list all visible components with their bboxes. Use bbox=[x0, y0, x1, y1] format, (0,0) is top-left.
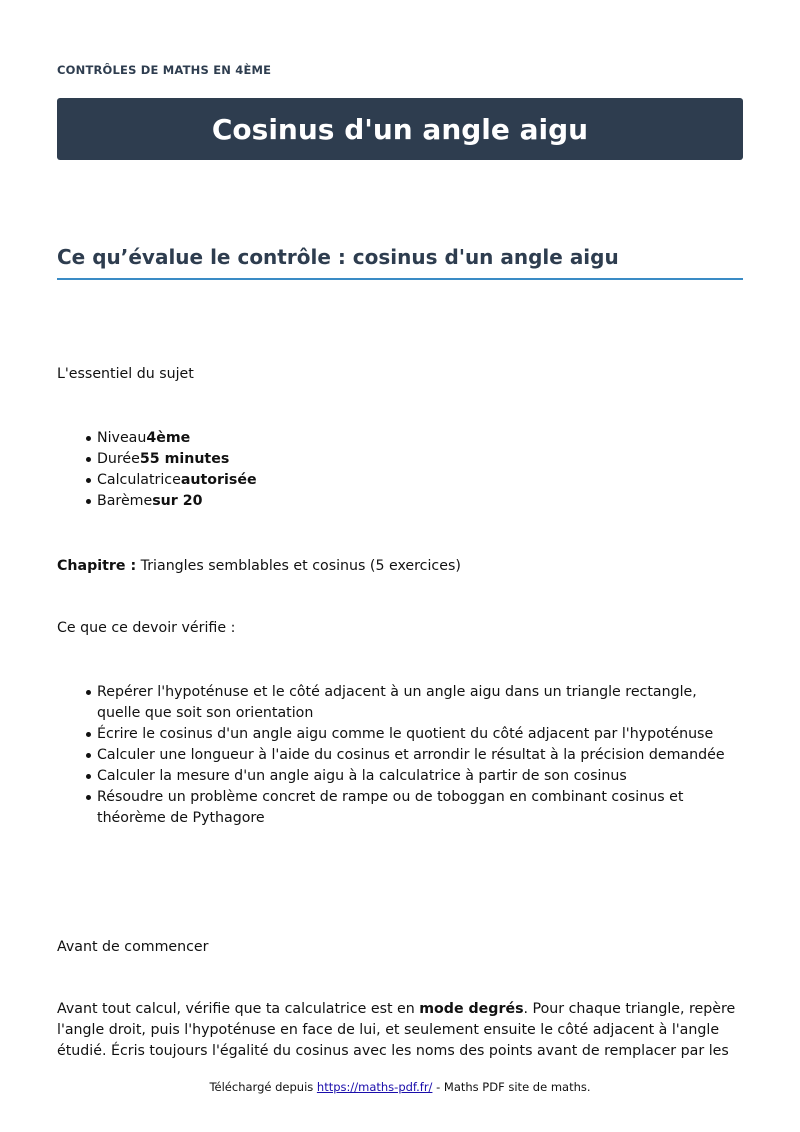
essentials-intro: L'essentiel du sujet bbox=[57, 366, 194, 382]
item-value: 55 minutes bbox=[139, 451, 230, 467]
item-label: Calculatrice bbox=[97, 472, 181, 488]
list-item bbox=[97, 428, 257, 449]
item-label: Barème bbox=[97, 493, 153, 509]
chapter-value: Triangles semblables et cosinus (5 exercices) bbox=[140, 558, 461, 574]
chapter-label: Chapitre : bbox=[57, 558, 137, 574]
item-value: sur 20 bbox=[152, 493, 203, 509]
paragraph-start: Avant tout calcul, vérifie que ta calculatrice est en bbox=[57, 1001, 420, 1017]
list-item: Résoudre un problème concret de rampe ou de toboggan en combinant cosinus et théorème de Pythagore bbox=[97, 787, 737, 829]
item-label: Durée bbox=[97, 451, 140, 467]
paragraph-end: . Pour chaque triangle, repère l'angle droit, puis l'hypoténuse en face de lui, et seulement ensuite le côté adjacent à l'angle étudié. Écris toujours l'égalité du cosinus avec les noms des points avant de remplacer par les bbox=[57, 1001, 736, 1059]
title-banner bbox=[57, 98, 743, 160]
item-label: Niveau bbox=[97, 430, 147, 446]
paragraph-bold: mode degrés bbox=[419, 1001, 524, 1017]
footer-suffix: - Maths PDF site de maths. bbox=[432, 1080, 591, 1094]
item-value: autorisée bbox=[180, 472, 257, 488]
document-kicker: CONTRÔLES DE MATHS EN 4ÈME bbox=[57, 63, 272, 77]
before-heading: Avant de commencer bbox=[57, 939, 209, 955]
section-heading bbox=[57, 245, 743, 280]
list-item: Calculer la mesure d'un angle aigu à la calculatrice à partir de son cosinus bbox=[97, 766, 737, 787]
before-paragraph bbox=[57, 999, 743, 1062]
list-item: Écrire le cosinus d'un angle aigu comme le quotient du côté adjacent par l'hypoténuse bbox=[97, 724, 737, 745]
page-footer bbox=[0, 1080, 800, 1094]
list-item: Calculer une longueur à l'aide du cosinus et arrondir le résultat à la précision demandée bbox=[97, 745, 737, 766]
checks-intro: Ce que ce devoir vérifie : bbox=[57, 620, 236, 636]
checks-list bbox=[57, 682, 737, 829]
section-heading-text: Ce qu’évalue le contrôle : cosinus d'un angle aigu bbox=[57, 245, 619, 269]
list-item bbox=[97, 449, 257, 470]
footer-link[interactable]: https://maths-pdf.fr/ bbox=[316, 1080, 433, 1094]
chapter-line bbox=[57, 556, 461, 577]
list-item bbox=[97, 491, 257, 512]
list-item: Repérer l'hypoténuse et le côté adjacent à un angle aigu dans un triangle rectangle, quelle que soit son orientation bbox=[97, 682, 737, 724]
page-title: Cosinus d'un angle aigu bbox=[211, 112, 589, 146]
essentials-list bbox=[57, 428, 257, 512]
footer-prefix: Téléchargé depuis bbox=[209, 1080, 317, 1094]
item-value: 4ème bbox=[146, 430, 191, 446]
list-item bbox=[97, 470, 257, 491]
